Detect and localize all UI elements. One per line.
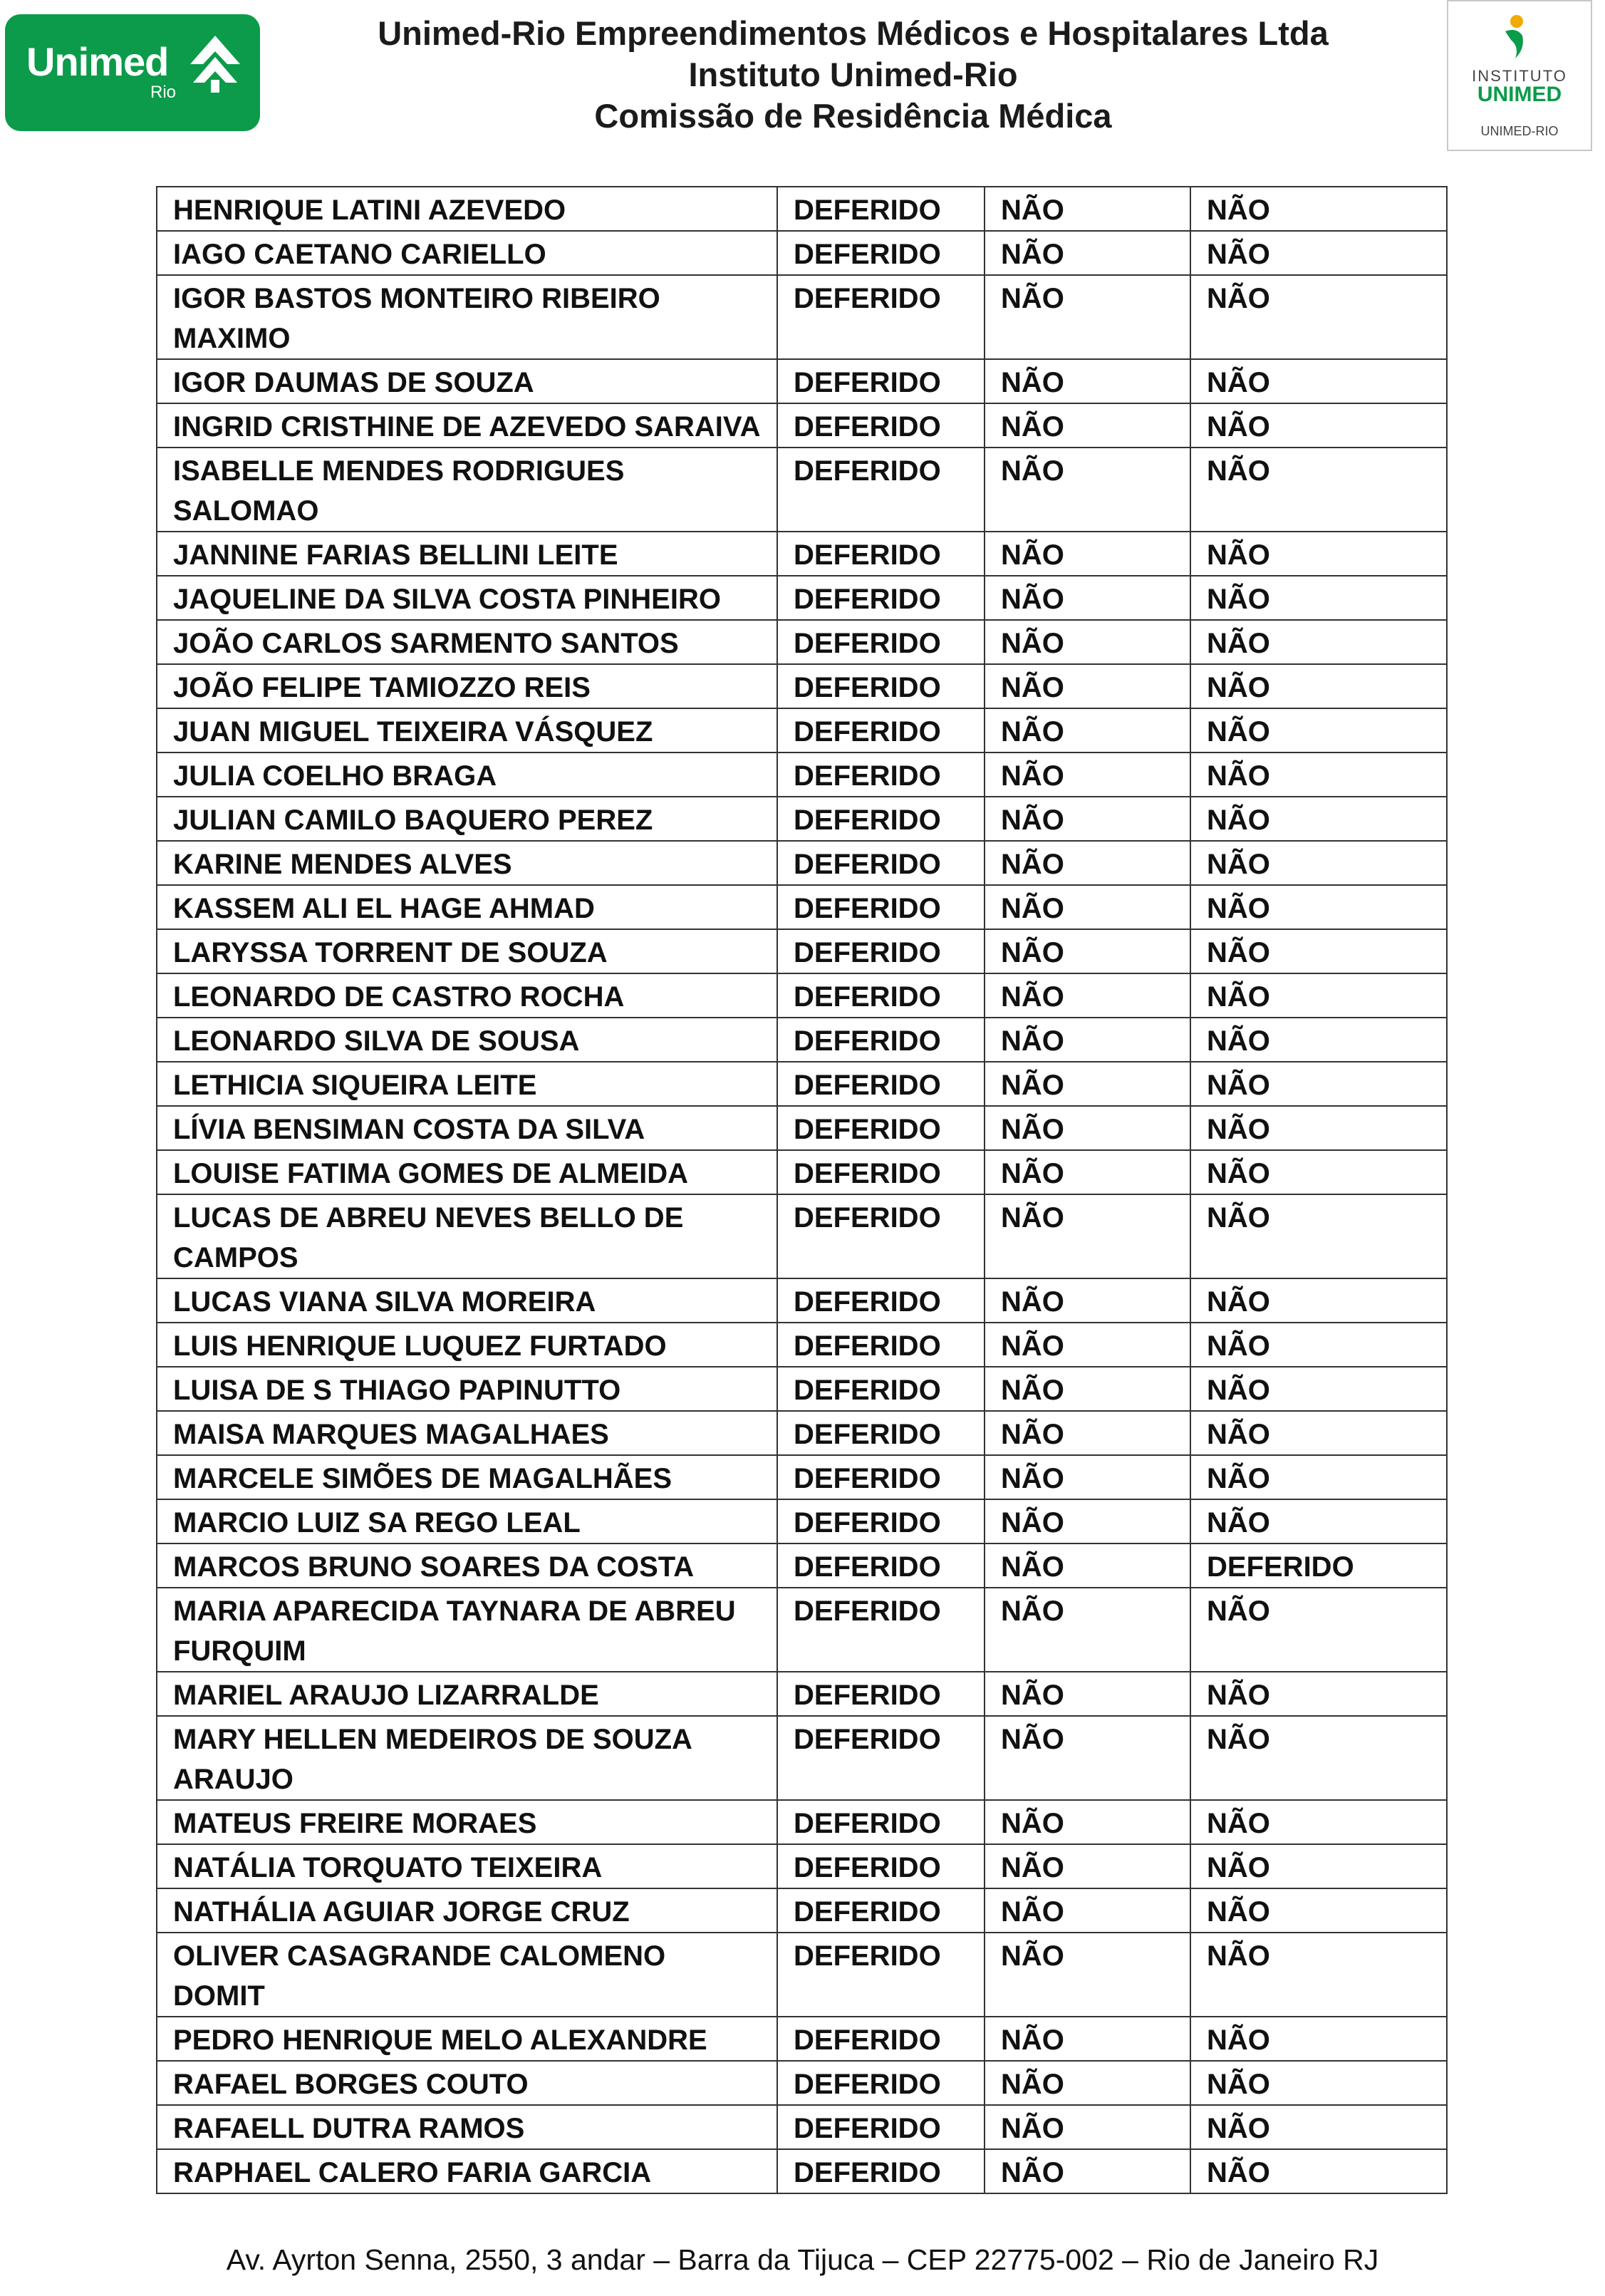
column-4-cell: NÃO [1190,1018,1447,1062]
table-row [157,275,1447,359]
table-row [157,359,1447,403]
candidate-name-cell: INGRID CRISTHINE DE AZEVEDO SARAIVA [157,403,777,448]
column-4-cell: NÃO [1190,275,1447,359]
column-3-cell: NÃO [985,620,1190,664]
table-row [157,1194,1447,1278]
column-3-cell: NÃO [985,1933,1190,2017]
status-cell: DEFERIDO [777,1278,985,1323]
candidate-name-cell: MARCIO LUIZ SA REGO LEAL [157,1499,777,1543]
column-4-cell: NÃO [1190,231,1447,275]
column-3-cell: NÃO [985,1062,1190,1106]
status-cell: DEFERIDO [777,753,985,797]
candidate-name-cell: LUCAS DE ABREU NEVES BELLO DE CAMPOS [157,1194,777,1278]
candidate-name-cell: NATÁLIA TORQUATO TEIXEIRA [157,1844,777,1888]
column-4-cell: NÃO [1190,187,1447,231]
column-4-cell: NÃO [1190,1367,1447,1411]
candidate-name-cell: RAPHAEL CALERO FARIA GARCIA [157,2149,777,2193]
column-3-cell: NÃO [985,753,1190,797]
column-4-cell: NÃO [1190,403,1447,448]
column-4-cell: NÃO [1190,1844,1447,1888]
column-4-cell: NÃO [1190,841,1447,885]
column-4-cell: NÃO [1190,576,1447,620]
table-row [157,1588,1447,1672]
candidate-name-cell: MARIA APARECIDA TAYNARA DE ABREU FURQUIM [157,1588,777,1672]
status-cell: DEFERIDO [777,1672,985,1716]
column-4-cell: NÃO [1190,620,1447,664]
table-row [157,532,1447,576]
column-3-cell: NÃO [985,1499,1190,1543]
column-3-cell: NÃO [985,1455,1190,1499]
column-3-cell: NÃO [985,1194,1190,1278]
status-cell: DEFERIDO [777,1323,985,1367]
column-4-cell: NÃO [1190,929,1447,973]
table-row [157,797,1447,841]
table-row [157,1716,1447,1800]
column-4-cell: NÃO [1190,1499,1447,1543]
candidate-name-cell: JAQUELINE DA SILVA COSTA PINHEIRO [157,576,777,620]
candidate-name-cell: JULIAN CAMILO BAQUERO PEREZ [157,797,777,841]
column-3-cell: NÃO [985,929,1190,973]
status-cell: DEFERIDO [777,1588,985,1672]
column-3-cell: NÃO [985,532,1190,576]
status-cell: DEFERIDO [777,1499,985,1543]
table-row [157,753,1447,797]
status-cell: DEFERIDO [777,1062,985,1106]
column-3-cell: NÃO [985,403,1190,448]
column-3-cell: NÃO [985,1888,1190,1933]
candidate-name-cell: JUAN MIGUEL TEIXEIRA VÁSQUEZ [157,708,777,753]
status-cell: DEFERIDO [777,532,985,576]
candidate-name-cell: IGOR BASTOS MONTEIRO RIBEIRO MAXIMO [157,275,777,359]
column-3-cell: NÃO [985,187,1190,231]
candidate-name-cell: MARCOS BRUNO SOARES DA COSTA [157,1543,777,1588]
table-row [157,1933,1447,2017]
candidate-name-cell: RAFAEL BORGES COUTO [157,2061,777,2105]
status-cell: DEFERIDO [777,1844,985,1888]
status-cell: DEFERIDO [777,797,985,841]
column-3-cell: NÃO [985,1672,1190,1716]
status-cell: DEFERIDO [777,359,985,403]
table-row [157,620,1447,664]
candidate-name-cell: OLIVER CASAGRANDE CALOMENO DOMIT [157,1933,777,2017]
status-cell: DEFERIDO [777,2149,985,2193]
candidate-name-cell: ISABELLE MENDES RODRIGUES SALOMAO [157,448,777,532]
status-cell: DEFERIDO [777,576,985,620]
candidate-name-cell: LUISA DE S THIAGO PAPINUTTO [157,1367,777,1411]
column-4-cell: DEFERIDO [1190,1543,1447,1588]
candidate-name-cell: LARYSSA TORRENT DE SOUZA [157,929,777,973]
column-4-cell: NÃO [1190,1278,1447,1323]
status-cell: DEFERIDO [777,664,985,708]
column-4-cell: NÃO [1190,2017,1447,2061]
table-row [157,1323,1447,1367]
column-3-cell: NÃO [985,2105,1190,2149]
candidate-name-cell: JOÃO FELIPE TAMIOZZO REIS [157,664,777,708]
column-3-cell: NÃO [985,1106,1190,1150]
logo-line-unimed-rio: UNIMED-RIO [1480,124,1559,138]
results-table-body [157,187,1447,2193]
column-3-cell: NÃO [985,231,1190,275]
unimed-rio-logo [5,14,260,131]
logo-line-instituto: INSTITUTO [1472,67,1567,85]
status-cell: DEFERIDO [777,1367,985,1411]
status-cell: DEFERIDO [777,929,985,973]
column-4-cell: NÃO [1190,1716,1447,1800]
candidate-name-cell: LUIS HENRIQUE LUQUEZ FURTADO [157,1323,777,1367]
column-3-cell: NÃO [985,1800,1190,1844]
column-3-cell: NÃO [985,1844,1190,1888]
table-row [157,929,1447,973]
instituto-person-icon [1501,14,1532,61]
table-row [157,2061,1447,2105]
status-cell: DEFERIDO [777,1194,985,1278]
candidate-name-cell: NATHÁLIA AGUIAR JORGE CRUZ [157,1888,777,1933]
column-4-cell: NÃO [1190,2149,1447,2193]
table-row [157,841,1447,885]
status-cell: DEFERIDO [777,448,985,532]
table-row [157,664,1447,708]
column-4-cell: NÃO [1190,973,1447,1018]
column-4-cell: NÃO [1190,1455,1447,1499]
column-3-cell: NÃO [985,841,1190,885]
logo-subtitle: Rio [150,83,177,102]
column-3-cell: NÃO [985,2149,1190,2193]
header-company: Unimed-Rio Empreendimentos Médicos e Hospitalares Ltda [378,14,1329,52]
unimed-tree-icon [190,36,240,93]
instituto-unimed-logo [1447,0,1592,151]
column-4-cell: NÃO [1190,532,1447,576]
candidate-name-cell: HENRIQUE LATINI AZEVEDO [157,187,777,231]
column-4-cell: NÃO [1190,1150,1447,1194]
table-row [157,1499,1447,1543]
candidate-name-cell: IAGO CAETANO CARIELLO [157,231,777,275]
table-row [157,2105,1447,2149]
status-cell: DEFERIDO [777,1106,985,1150]
status-cell: DEFERIDO [777,403,985,448]
candidate-name-cell: MARY HELLEN MEDEIROS DE SOUZA ARAUJO [157,1716,777,1800]
status-cell: DEFERIDO [777,885,985,929]
candidate-name-cell: PEDRO HENRIQUE MELO ALEXANDRE [157,2017,777,2061]
status-cell: DEFERIDO [777,1018,985,1062]
logo-line-unimed: UNIMED [1477,83,1562,106]
candidate-name-cell: MATEUS FREIRE MORAES [157,1800,777,1844]
table-row [157,1844,1447,1888]
status-cell: DEFERIDO [777,620,985,664]
column-3-cell: NÃO [985,359,1190,403]
status-cell: DEFERIDO [777,187,985,231]
table-row [157,1150,1447,1194]
column-4-cell: NÃO [1190,1672,1447,1716]
column-4-cell: NÃO [1190,1411,1447,1455]
table-row [157,576,1447,620]
column-3-cell: NÃO [985,1411,1190,1455]
column-4-cell: NÃO [1190,708,1447,753]
status-cell: DEFERIDO [777,275,985,359]
table-row [157,1888,1447,1933]
status-cell: DEFERIDO [777,1933,985,2017]
column-3-cell: NÃO [985,664,1190,708]
column-4-cell: NÃO [1190,1933,1447,2017]
table-row [157,708,1447,753]
table-row [157,231,1447,275]
status-cell: DEFERIDO [777,1888,985,1933]
candidate-name-cell: MAISA MARQUES MAGALHAES [157,1411,777,1455]
column-3-cell: NÃO [985,448,1190,532]
table-row [157,973,1447,1018]
column-3-cell: NÃO [985,1367,1190,1411]
column-3-cell: NÃO [985,1543,1190,1588]
column-4-cell: NÃO [1190,1062,1447,1106]
column-3-cell: NÃO [985,275,1190,359]
status-cell: DEFERIDO [777,2017,985,2061]
status-cell: DEFERIDO [777,1800,985,1844]
status-cell: DEFERIDO [777,2061,985,2105]
table-row [157,2017,1447,2061]
column-3-cell: NÃO [985,885,1190,929]
table-row [157,1455,1447,1499]
table-row [157,403,1447,448]
candidate-name-cell: LÍVIA BENSIMAN COSTA DA SILVA [157,1106,777,1150]
candidate-name-cell: JULIA COELHO BRAGA [157,753,777,797]
candidate-name-cell: JOÃO CARLOS SARMENTO SANTOS [157,620,777,664]
status-cell: DEFERIDO [777,1716,985,1800]
table-row [157,1411,1447,1455]
column-3-cell: NÃO [985,708,1190,753]
table-row [157,2149,1447,2193]
column-3-cell: NÃO [985,1018,1190,1062]
column-4-cell: NÃO [1190,2105,1447,2149]
candidate-name-cell: LUCAS VIANA SILVA MOREIRA [157,1278,777,1323]
candidate-name-cell: RAFAELL DUTRA RAMOS [157,2105,777,2149]
candidate-name-cell: MARIEL ARAUJO LIZARRALDE [157,1672,777,1716]
table-row [157,1018,1447,1062]
results-table [156,186,1448,2194]
column-4-cell: NÃO [1190,448,1447,532]
column-4-cell: NÃO [1190,1323,1447,1367]
candidate-name-cell: LETHICIA SIQUEIRA LEITE [157,1062,777,1106]
status-cell: DEFERIDO [777,2105,985,2149]
document-header [299,13,1407,137]
column-3-cell: NÃO [985,1588,1190,1672]
table-row [157,1367,1447,1411]
column-3-cell: NÃO [985,797,1190,841]
column-3-cell: NÃO [985,576,1190,620]
candidate-name-cell: KARINE MENDES ALVES [157,841,777,885]
table-row [157,187,1447,231]
status-cell: DEFERIDO [777,1543,985,1588]
column-4-cell: NÃO [1190,753,1447,797]
column-3-cell: NÃO [985,973,1190,1018]
status-cell: DEFERIDO [777,1455,985,1499]
table-row [157,885,1447,929]
status-cell: DEFERIDO [777,973,985,1018]
column-3-cell: NÃO [985,1278,1190,1323]
table-row [157,1800,1447,1844]
candidate-name-cell: KASSEM ALI EL HAGE AHMAD [157,885,777,929]
table-row [157,1672,1447,1716]
footer-address: Av. Ayrton Senna, 2550, 3 andar – Barra da Tijuca – CEP 22775-002 – Rio de Janeiro RJ [226,2243,1379,2276]
candidate-name-cell: LEONARDO DE CASTRO ROCHA [157,973,777,1018]
candidate-name-cell: LOUISE FATIMA GOMES DE ALMEIDA [157,1150,777,1194]
column-4-cell: NÃO [1190,1194,1447,1278]
candidate-name-cell: IGOR DAUMAS DE SOUZA [157,359,777,403]
status-cell: DEFERIDO [777,708,985,753]
column-4-cell: NÃO [1190,1888,1447,1933]
candidate-name-cell: MARCELE SIMÕES DE MAGALHÃES [157,1455,777,1499]
column-4-cell: NÃO [1190,1106,1447,1150]
column-3-cell: NÃO [985,1716,1190,1800]
table-row [157,1062,1447,1106]
column-3-cell: NÃO [985,2061,1190,2105]
status-cell: DEFERIDO [777,1150,985,1194]
status-cell: DEFERIDO [777,231,985,275]
table-row [157,1278,1447,1323]
logo-wordmark: Unimed [26,39,169,84]
candidate-name-cell: JANNINE FARIAS BELLINI LEITE [157,532,777,576]
column-4-cell: NÃO [1190,1588,1447,1672]
table-row [157,1543,1447,1588]
column-4-cell: NÃO [1190,2061,1447,2105]
column-4-cell: NÃO [1190,797,1447,841]
column-4-cell: NÃO [1190,885,1447,929]
status-cell: DEFERIDO [777,1411,985,1455]
column-4-cell: NÃO [1190,359,1447,403]
header-commission: Comissão de Residência Médica [594,97,1112,135]
column-4-cell: NÃO [1190,1800,1447,1844]
column-3-cell: NÃO [985,2017,1190,2061]
column-3-cell: NÃO [985,1150,1190,1194]
table-row [157,448,1447,532]
header-institute: Instituto Unimed-Rio [688,56,1018,93]
column-3-cell: NÃO [985,1323,1190,1367]
candidate-name-cell: LEONARDO SILVA DE SOUSA [157,1018,777,1062]
table-row [157,1106,1447,1150]
column-4-cell: NÃO [1190,664,1447,708]
status-cell: DEFERIDO [777,841,985,885]
